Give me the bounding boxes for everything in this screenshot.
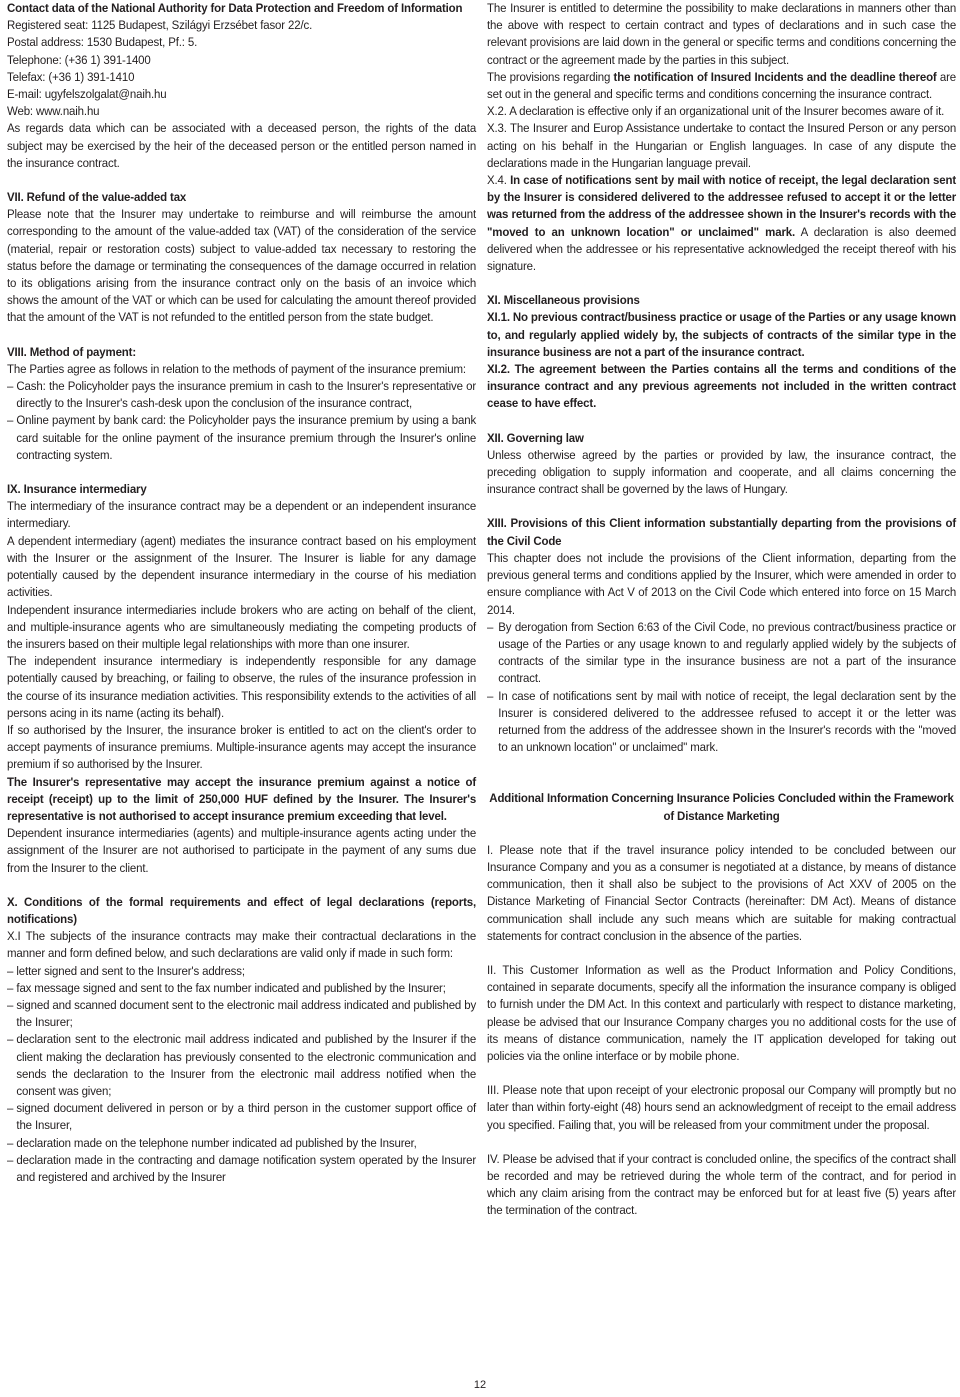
section-x2-paragraph: X.2. A declaration is effective only if an organizational unit of the Insurer becomes aware of it. — [487, 104, 945, 119]
section-xiii-heading: XIII. Provisions of this Client information substantially departing from the provisions of the Civil Code — [487, 516, 957, 548]
section-vii-paragraph: Please note that the Insurer may undertake to reimburse and will reimburse the amount corresponding to the amount of the value-added tax (VAT) of the consideration of the service (material, repair or restoration costs) subject to value-added tax necessary to restoring the status before the damage or terminating the consequences of the damage occurred in relation to its obligations arising from the insurance contract only on the basis of an invoice which shows the amount of the VAT or which can be used for calculating the amount thereof provided that the amount of the VAT is not refunded to the entitled person from the state budget. — [7, 207, 477, 325]
section-xiii-paragraph: This chapter does not include the provisions of the Client information, departing from the previous general terms and conditions applied by the Insurer, which were amended in order to ensure compliance with Act V of 2013 on the Civil Code which entered into force on 15 March 2014. — [487, 550, 957, 617]
contact-postal: Postal address: 1530 Budapest, Pf.: 5. — [7, 35, 198, 50]
section-xi1-paragraph: XI.1. No previous contract/business practice or usage of the Parties or any usage known to, and regularly applied widely by, the subjects of contracts of the similar type in the insurance business are not a part of the insurance contract. — [487, 310, 957, 359]
section-x-intro: X.I The subjects of the insurance contracts may make their contractual declarations in the manner and form defined below, and such declarations are valid only if made in such form: — [7, 929, 477, 961]
contact-title: Contact data of the National Authority for Data Protection and Freedom of Information — [7, 1, 463, 15]
list-item: – declaration made in the contracting and damage notification system operated by the Insurer and registered and archived by the Insurer — [7, 1152, 476, 1186]
distance-marketing-paragraph-ii: II. This Customer Information as well as the Product Information and Policy Conditions, contained in separate documents, specify all the information the insurance company is obliged to furnish under the DM Act. In this context and particularly with respect to distance marketing, please be advised that our Insurance Company charges you no additional costs for the use of its means of distance communication, namely the IT application developed for taking out policies via the online interface or by mobile phone. — [487, 962, 957, 1063]
section-viii-intro: The Parties agree as follows in relation to the methods of payment of the insurance premium: — [7, 361, 466, 376]
list-item: – In case of notifications sent by mail with notice of receipt, the legal declaration sent by the Insurer is considered delivered to the addressee refused to accept it or the letter was returned from the address of the addressee shown in the Insurer's records with the "moved to an unknown location" or unclaimed" mark. — [487, 688, 956, 757]
list-item: – signed document delivered in person or by a third person in the customer support office of the Insurer, — [7, 1100, 476, 1134]
section-ix-paragraph-2: A dependent intermediary (agent) mediates the insurance contract based on his employment with the Insurer or the assignment of the Insurer. The Insurer is liable for any damage potentially caused by the dependent insurance intermediary in the course of his mediation activities. — [7, 533, 477, 600]
distance-marketing-paragraph-iii: III. Please note that upon receipt of your electronic proposal our Company will promptly but no later than within forty-eight (48) hours send an acknowledgment of receipt to the email address you specified. Failing that, you will be released from your commitment under the proposal. — [487, 1083, 957, 1132]
section-ix-paragraph-7: Dependent insurance intermediaries (agents) and multiple-insurance agents acting under the assignment of the Insurer are not authorised to participate in the payment of any sums due from the Insurer to the client. — [7, 826, 477, 875]
civil-code-derogations-list — [487, 619, 956, 757]
contact-telefax: Telefax: (+36 1) 391-1410 — [7, 69, 135, 84]
list-item: – Online payment by bank card: the Policyholder pays the insurance premium by using a bank card suitable for the online payment of the insurance premium through the Insurer's online contracting system. — [7, 412, 476, 464]
section-x-heading: X. Conditions of the formal requirements and effect of legal declarations (reports, notifications) — [7, 894, 477, 926]
section-ix-paragraph-6: The Insurer's representative may accept the insurance premium against a notice of receipt (receipt) up to the limit of 250,000 HUF defined by the Insurer. The Insurer's representative is not authorised to accept insurance premium exceeding that level. — [7, 774, 477, 823]
distance-marketing-paragraph-i: I. Please note that if the travel insurance policy intended to be concluded between our Insurance Company and you as a consumer is negotiated at a distance, by means of distance communication, then it shall also be subject to the provisions of Act XXV of 2005 on the Distance Marketing of Financial Sector Contracts (hereinafter: DM Act). Means of distance communication shall include any such means which are suitable for making contractual statements for contract conclusion in the absence of the parties. — [487, 842, 957, 943]
left-column — [7, 0, 476, 1186]
declarations-other-manners-paragraph: The Insurer is entitled to determine the possibility to make declarations in manners other than the above with respect to certain contract and types of declarations and in such case the relevant provisions are laid down in the general or specific terms and conditions concerning the contract or the agreement made by the parties in this subject. — [487, 1, 957, 67]
list-item: – Cash: the Policyholder pays the insurance premium in cash to the Insurer's representative or directly to the Insurer's cash-desk upon the conclusion of the insurance contract, — [7, 378, 476, 412]
notification-provisions-paragraph: The provisions regarding the notification of Insured Incidents and the deadline thereof are set out in the general and specific terms and conditions concerning the insurance contract. — [487, 69, 957, 102]
section-x4-paragraph: X.4. In case of notifications sent by mail with notice of receipt, the legal declaration sent by the Insurer is considered delivered to the addressee refused to accept it or the letter was returned from the address of the addressee shown in the Insurer's records with the "moved to an unknown location" or unclaimed" mark. A declaration is also deemed delivered when the addressee or his representative acknowledged the receipt thereof with his signature. — [487, 173, 957, 274]
section-xi2-paragraph: XI.2. The agreement between the Parties contains all the terms and conditions of the insurance contract and any previous agreements not included in the written contract cease to have effect. — [487, 362, 957, 411]
section-ix-heading: IX. Insurance intermediary — [7, 482, 147, 497]
section-ix-paragraph-4: The independent insurance intermediary is independently responsible for any damage potentially caused by breaching, or failing to observe, the rules of the insurance profession in the course of its insurance mediation activities. This responsibility extends to the activities of all persons acing in its name (acting its behalf). — [7, 654, 477, 720]
section-xii-heading: XII. Governing law — [487, 430, 584, 445]
section-viii-heading: VIII. Method of payment: — [7, 344, 137, 359]
section-vii-heading: VII. Refund of the value-added tax — [7, 190, 187, 205]
list-item: – By derogation from Section 6:63 of the Civil Code, no previous contract/business practice or usage of the Parties or any usage known to and regularly applied widely by the subjects of contracts of the similar type in the insurance business are not a part of the insurance contract. — [487, 619, 956, 688]
declaration-forms-list — [7, 963, 476, 1187]
distance-marketing-heading: Additional Information Concerning Insurance Policies Concluded within the Framework of Distance Marketing — [489, 791, 954, 823]
list-item: – declaration sent to the electronic mail address indicated and published by the Insurer if the client making the declaration has previously consented to the electronic communication and sends the declaration to the Insurer from the electronic mail address notified when the consent was given; — [7, 1031, 476, 1100]
contact-block — [7, 17, 476, 120]
deceased-paragraph: As regards data which can be associated with a deceased person, the rights of the data subject may be exercised by the heir of the deceased person or the entitled person named in the insurance contract. — [7, 121, 477, 170]
section-ix-paragraph-3: Independent insurance intermediaries include brokers who are acting on behalf of the client, and multiple-insurance agents who are simultaneously mediating the competing products of the insurers based on their multiple legal relationships with more than one insurer. — [7, 602, 477, 651]
section-x3-paragraph: X.3. The Insurer and Europ Assistance undertake to contact the Insured Person or any person acting on his behalf in the Hungarian or English languages. In case of any dispute the declarations made in the Hungarian language prevail. — [487, 121, 957, 170]
section-ix-paragraph-1: The intermediary of the insurance contract may be a dependent or an independent insurance intermediary. — [7, 499, 477, 531]
list-item: – declaration made on the telephone number indicated ad published by the Insurer, — [7, 1135, 476, 1152]
contact-seat: Registered seat: 1125 Budapest, Szilágyi Erzsébet fasor 22/c. — [7, 18, 313, 33]
page-number: 12 — [473, 1379, 487, 1391]
right-column — [487, 0, 956, 1220]
contact-telephone: Telephone: (+36 1) 391-1400 — [7, 52, 151, 67]
section-xi-heading: XI. Miscellaneous provisions — [487, 293, 640, 308]
contact-web: Web: www.naih.hu — [7, 104, 100, 119]
contact-email: E-mail: ugyfelszolgalat@naih.hu — [7, 87, 167, 102]
list-item: – signed and scanned document sent to the electronic mail address indicated and published by the Insurer; — [7, 997, 476, 1031]
payment-methods-list — [7, 378, 476, 464]
distance-marketing-paragraph-iv: IV. Please be advised that if your contract is concluded online, the specifics of the contract shall be recorded and may be retrieved during the whole term of the contract, and for period in which any claim arising from the contract may be enforced but for at least five (5) years after the termination of the contract. — [487, 1151, 957, 1218]
list-item: – letter signed and sent to the Insurer's address; — [7, 963, 476, 980]
list-item: – fax message signed and sent to the fax number indicated and published by the Insurer; — [7, 980, 476, 997]
section-xii-paragraph: Unless otherwise agreed by the parties or provided by law, the insurance contract, the preceding obligation to supply information and cooperate, and all claims concerning the insurance contract shall be governed by the laws of Hungary. — [487, 447, 957, 497]
section-ix-paragraph-5: If so authorised by the Insurer, the insurance broker is entitled to act on the client's order to accept payments of insurance premiums. Multiple-insurance agents may accept the insurance premium if so authorised by the Insurer. — [7, 722, 477, 772]
